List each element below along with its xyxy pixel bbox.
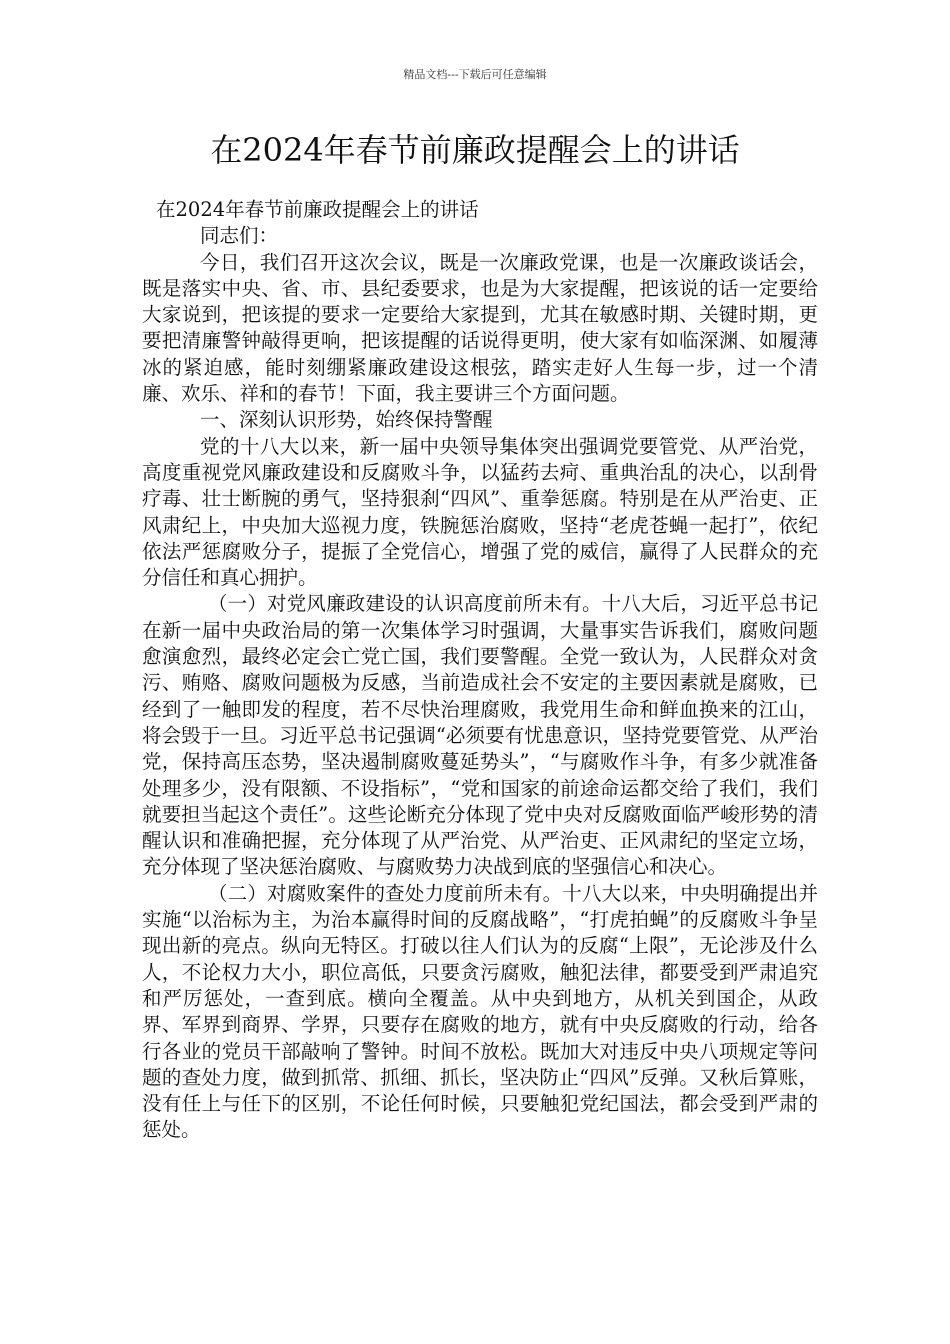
section-heading-1: 一、深刻认识形势，始终保持警醒 — [200, 408, 493, 432]
document-body — [142, 197, 818, 1144]
paragraph-point-1: （一）对党风廉政建设的认识高度前所未有。十八大后，习近平总书记在新一届中央政治局的第一次集体学习时强调，大量事实告诉我们，腐败问题愈演愈烈，最终必定会亡党亡国，我们要警醒。全党一致认为，人民群众对贪污、贿赂、腐败问题极为反感，当前造成社会不安定的主要因素就是腐败，已经到了一触即发的程度，若不尽快治理腐败，我党用生命和鲜血换来的江山，将会毁于一旦。习近平总书记强调“必须要有忧患意识，坚持党要管党、从严治党，保持高压态势，坚决遏制腐败蔓延势头”，“与腐败作斗争，有多少就准备处理多少，没有限额、不设指标”，“党和国家的前途命运都交给了我们，我们就要担当起这个责任”。这些论断充分体现了党中央对反腐败面临严峻形势的清醒认识和准确把握，充分体现了从严治党、从严治吏、正风肃纪的坚定立场，充分体现了坚决惩治腐败、与腐败势力决战到底的坚强信心和决心。 — [142, 592, 818, 879]
speech-subtitle: 在2024年春节前廉政提醒会上的讲话 — [156, 198, 479, 221]
paragraph-point-2: （二）对腐败案件的查处力度前所未有。十八大以来，中央明确提出并实施“以治标为主，为治本赢得时间的反腐战略”，“打虎拍蝇”的反腐败斗争呈现出新的亮点。纵向无特区。打破以往人们认为的反腐“上限”，无论涉及什么人，不论权力大小，职位高低，只要贪污腐败，触犯法律，都要受到严肃追究和严厉惩处，一查到底。横向全覆盖。从中央到地方，从机关到国企，从政界、军界到商界、学界，只要存在腐败的地方，就有中央反腐败的行动，给各行各业的党员干部敲响了警钟。时间不放松。既加大对违反中央八项规定等问题的查处力度，做到抓常、抓细、抓长，坚决防止“四风”反弹。又秋后算账，没有任上与任下的区别，不论任何时候，只要触犯党纪国法，都会受到严肃的惩处。 — [142, 881, 818, 1142]
header-note: 精品文档---下载后可任意编辑 — [403, 68, 547, 81]
salutation: 同志们： — [200, 224, 279, 248]
document-title: 在2024年春节前廉政提醒会上的讲话 — [210, 131, 740, 169]
paragraph-intro: 今日，我们召开这次会议，既是一次廉政党课，也是一次廉政谈话会，既是落实中央、省、市、县纪委要求，也是为大家提醒，把该说的话一定要给大家说到，把该提的要求一定要给大家提到，尤其在敏感时期、关键时期，更要把清廉警钟敲得更响，把该提醒的话说得更明，使大家有如临深渊、如履薄冰的紧迫感，能时刻绷紧廉政建设这根弦，踏实走好人生每一步，过一个清廉、欢乐、祥和的春节！下面，我主要讲三个方面问题。 — [142, 250, 818, 406]
paragraph-section1-body: 党的十八大以来，新一届中央领导集体突出强调党要管党、从严治党，高度重视党风廉政建设和反腐败斗争，以猛药去疴、重典治乱的决心，以刮骨疗毒、壮士断腕的勇气，坚持狠刹“四风”、重拳惩腐。特别是在从严治吏、正风肃纪上，中央加大巡视力度，铁腕惩治腐败，坚持“老虎苍蝇一起打”，依纪依法严惩腐败分子，提振了全党信心，增强了党的威信，赢得了人民群众的充分信任和真心拥护。 — [142, 434, 818, 590]
